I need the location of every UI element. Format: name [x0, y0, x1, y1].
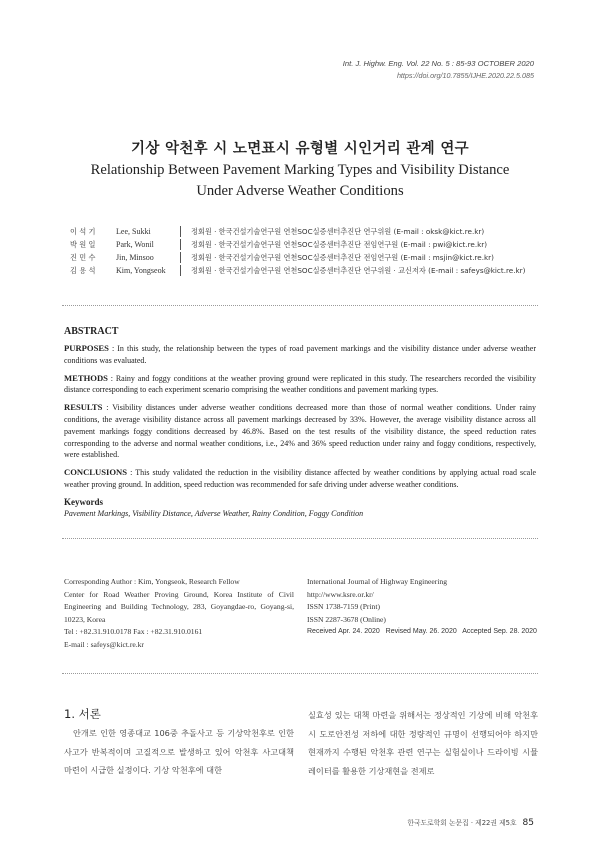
- abstract-heading: ABSTRACT: [64, 326, 119, 337]
- abstract-conclusions: CONCLUSIONS : This study validated the reduction in the visibility distance affected by weather conditions by applying actual road scale weather proving ground. In addition, speed reduction was recommended for safe driving under adverse weather conditions.: [64, 467, 536, 489]
- body-text-left: 안개로 인한 영종대교 106중 추돌사고 등 기상악천후로 인한 사고가 반복적이며 고질적으로 발생하고 있어 악천후 사고대책 마련이 시급한 실정이다. 기상 악천후에 대한: [64, 728, 294, 775]
- issn-print: ISSN 1738-7159 (Print): [307, 602, 380, 612]
- author-name-ko: 박 원 일: [70, 240, 96, 249]
- divider: [180, 226, 187, 237]
- abstract-results: RESULTS : Visibility distances under adverse weather conditions decreased more than those of normal weather conditions. Under rainy conditions, the average visibility distance across all pavement markings decreased by 33%. However, the average visibility distance across all pavement markings foggy conditions decreased by 46.8%. Based on the test results of the visibility distance, the speed reduction rates corresponding to the adverse and normal weather conditions, i.e., 24% and 36% speed reduction under rainy and foggy conditions, respectively, were established.: [64, 402, 536, 460]
- author-affiliation: 정회원 · 한국건설기술연구원 연천SOC실증센터추진단 연구위원 · 교신저자 (E-mail : safeys@kict.re.kr): [191, 266, 526, 275]
- journal-info: [307, 576, 539, 639]
- divider: [62, 673, 538, 674]
- author-name-en: Lee, Sukki: [116, 227, 151, 236]
- divider: [62, 305, 538, 306]
- divider: [180, 252, 187, 263]
- author-name-en: Kim, Yongseok: [116, 266, 166, 275]
- title-english-line-2: Under Adverse Weather Conditions: [196, 183, 404, 199]
- abstract-purposes: PURPOSES : In this study, the relationship between the types of road pavement markings and the visibility distance under adverse weather conditions was evaluated.: [64, 343, 536, 365]
- journal-citation: Int. J. Highw. Eng. Vol. 22 No. 5 : 85-93 OCTOBER 2020: [342, 59, 534, 68]
- title-english: [60, 160, 540, 202]
- title-english-line-1: Relationship Between Pavement Marking Types and Visibility Distance: [90, 162, 510, 178]
- article-dates: Received Apr. 24. 2020 Revised May. 26. 2020 Accepted Sep. 28. 2020: [307, 628, 537, 636]
- author-affiliation: 정회원 · 한국건설기술연구원 연천SOC실증센터추진단 전임연구원 (E-mail : msjin@kict.re.kr): [191, 253, 494, 262]
- footer-journal: 한국도로학회 논문집 · 제22권 제5호: [407, 819, 517, 827]
- issn-online: ISSN 2287-3678 (Online): [307, 614, 386, 624]
- author-row: [70, 225, 525, 238]
- divider: [180, 265, 187, 276]
- journal-url[interactable]: http://www.ksre.or.kr/: [307, 589, 374, 599]
- author-name-ko: 이 석 기: [70, 227, 96, 236]
- journal-name: International Journal of Highway Engineering: [307, 577, 448, 586]
- body-text-right: 실효성 있는 대책 마련을 위해서는 정상적인 기상에 비해 악천후 시 도로안전성 저하에 대한 정량적인 규명이 선행되어야 하지만 현재까지 수행된 악천후 관련 연구는 실험실이나 드라이빙 시뮬레이터를 활용한 기상재현을 전제로: [308, 710, 538, 776]
- title-korean: 기상 악천후 시 노면표시 유형별 시인거리 관계 연구: [131, 141, 469, 157]
- author-row: [70, 238, 525, 251]
- divider: [180, 239, 187, 250]
- abstract-methods: METHODS : Rainy and foggy conditions at the weather proving ground were replicated in this study. The researchers recorded the visibility distance corresponding to each experiment scenario comprising the weather conditions and pavement marking types.: [64, 372, 536, 395]
- author-row: [70, 251, 525, 264]
- author-name-ko: 김 용 석: [70, 266, 96, 275]
- abstract: [64, 326, 536, 520]
- keywords: Pavement Markings, Visibility Distance, Adverse Weather, Rainy Condition, Foggy Condition: [64, 508, 364, 518]
- author-name-en: Jin, Minsoo: [116, 253, 154, 262]
- corresponding-email: E-mail : safeys@kict.re.kr: [64, 639, 144, 649]
- page-number: 85: [522, 818, 534, 828]
- corresponding-line: Center for Road Weather Proving Ground, Korea Institute of Civil Engineering and Building Technology, 283, Goyangdae-ro, Goyang-si, 10223, Korea: [64, 589, 294, 624]
- corresponding-line: Corresponding Author : Kim, Yongseok, Research Fellow: [64, 577, 240, 586]
- section-title: 1. 서론: [64, 707, 101, 721]
- doi-link[interactable]: https://doi.org/10.7855/IJHE.2020.22.5.085: [396, 71, 534, 80]
- corresponding-author: [64, 576, 294, 652]
- author-name-ko: 진 민 수: [70, 253, 96, 262]
- author-affiliation: 정회원 · 한국건설기술연구원 연천SOC실증센터추진단 전임연구원 (E-mail : pwi@kict.re.kr): [191, 240, 488, 249]
- corresponding-line: Tel : +82.31.910.0178 Fax : +82.31.910.0161: [64, 627, 203, 637]
- keywords-heading: Keywords: [64, 496, 103, 507]
- author-name-en: Park, Wonil: [116, 240, 154, 249]
- author-row: [70, 264, 525, 277]
- author-affiliation: 정회원 · 한국건설기술연구원 연천SOC실증센터추진단 연구위원 (E-mail : oksk@kict.re.kr): [191, 227, 485, 236]
- divider: [62, 538, 538, 539]
- page-footer: [407, 817, 534, 828]
- author-list: [70, 225, 525, 277]
